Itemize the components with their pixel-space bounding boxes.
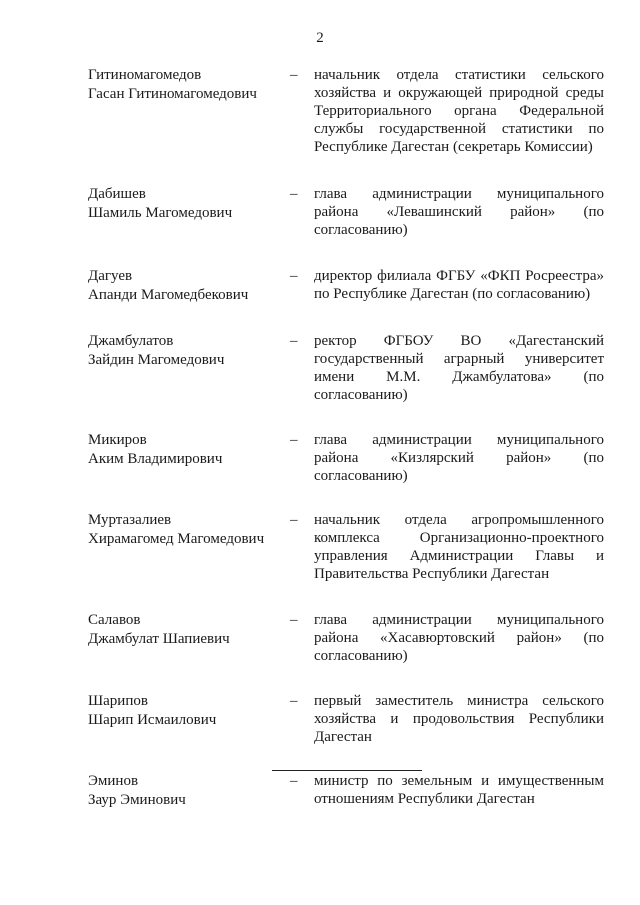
member-entry	[88, 267, 604, 304]
member-surname: Дабишев	[88, 186, 146, 202]
member-surname: Шарипов	[88, 693, 148, 709]
member-entry	[88, 185, 604, 239]
closing-divider-line	[272, 770, 422, 771]
member-surname: Гитиномагомедов	[88, 67, 202, 83]
member-name	[88, 431, 290, 468]
member-role: глава администрации муниципального района «Кизлярский район» (по согласованию)	[314, 432, 604, 484]
dash-separator: –	[290, 612, 298, 628]
dash-separator: –	[290, 333, 298, 349]
member-surname: Эминов	[88, 773, 139, 789]
member-given-name: Гасан Гитиномагомедович	[88, 85, 257, 102]
member-entry	[88, 692, 604, 746]
member-given-name: Джамбулат Шапиевич	[88, 630, 230, 647]
dash-separator: –	[290, 773, 298, 789]
dash-separator: –	[290, 512, 298, 528]
member-role: начальник отдела агропромышленного комплекса Организационно-проектного управления Администрации Главы и Правительства Республики Дагестан	[314, 512, 604, 582]
member-surname: Джамбулатов	[88, 333, 174, 349]
member-entry	[88, 66, 604, 156]
member-entry	[88, 431, 604, 485]
member-surname: Микиров	[88, 432, 147, 448]
dash-separator: –	[290, 67, 298, 83]
member-entry	[88, 332, 604, 404]
dash-separator: –	[290, 693, 298, 709]
member-name	[88, 66, 290, 103]
member-given-name: Шарип Исмаилович	[88, 711, 217, 728]
member-name	[88, 185, 290, 222]
member-surname: Муртазалиев	[88, 512, 172, 528]
member-given-name: Апанди Магомедбекович	[88, 286, 249, 303]
member-given-name: Зайдин Магомедович	[88, 351, 225, 368]
member-given-name: Хирамагомед Магомедович	[88, 530, 265, 547]
member-role: начальник отдела статистики сельского хозяйства и окружающей природной среды Территориального органа Федеральной службы государственной статистики по Республике Дагестан (секретарь Комиссии)	[314, 67, 604, 155]
member-role: директор филиала ФГБУ «ФКП Росреестра» по Республике Дагестан (по согласованию)	[314, 268, 604, 302]
member-name	[88, 267, 290, 304]
member-entry	[88, 611, 604, 665]
member-role: первый заместитель министра сельского хозяйства и продовольствия Республики Дагестан	[314, 693, 604, 745]
member-name	[88, 332, 290, 369]
member-role: глава администрации муниципального района «Хасавюртовский район» (по согласованию)	[314, 612, 604, 664]
member-entry	[88, 511, 604, 583]
member-given-name: Шамиль Магомедович	[88, 204, 233, 221]
member-role: министр по земельным и имущественным отношениям Республики Дагестан	[314, 773, 604, 807]
member-name	[88, 611, 290, 648]
dash-separator: –	[290, 186, 298, 202]
member-entry	[88, 772, 604, 809]
member-given-name: Аким Владимирович	[88, 450, 223, 467]
dash-separator: –	[290, 432, 298, 448]
dash-separator: –	[290, 268, 298, 284]
member-surname: Дагуев	[88, 268, 133, 284]
member-role: глава администрации муниципального района «Левашинский район» (по согласованию)	[314, 186, 604, 238]
member-name	[88, 772, 290, 809]
member-role: ректор ФГБОУ ВО «Дагестанский государственный аграрный университет имени М.М. Джамбулатова» (по согласованию)	[314, 333, 604, 403]
member-given-name: Заур Эминович	[88, 791, 186, 808]
commission-members-list	[88, 66, 604, 809]
page-number: 2	[316, 30, 324, 46]
member-surname: Салавов	[88, 612, 141, 628]
member-name	[88, 511, 290, 548]
member-name	[88, 692, 290, 729]
